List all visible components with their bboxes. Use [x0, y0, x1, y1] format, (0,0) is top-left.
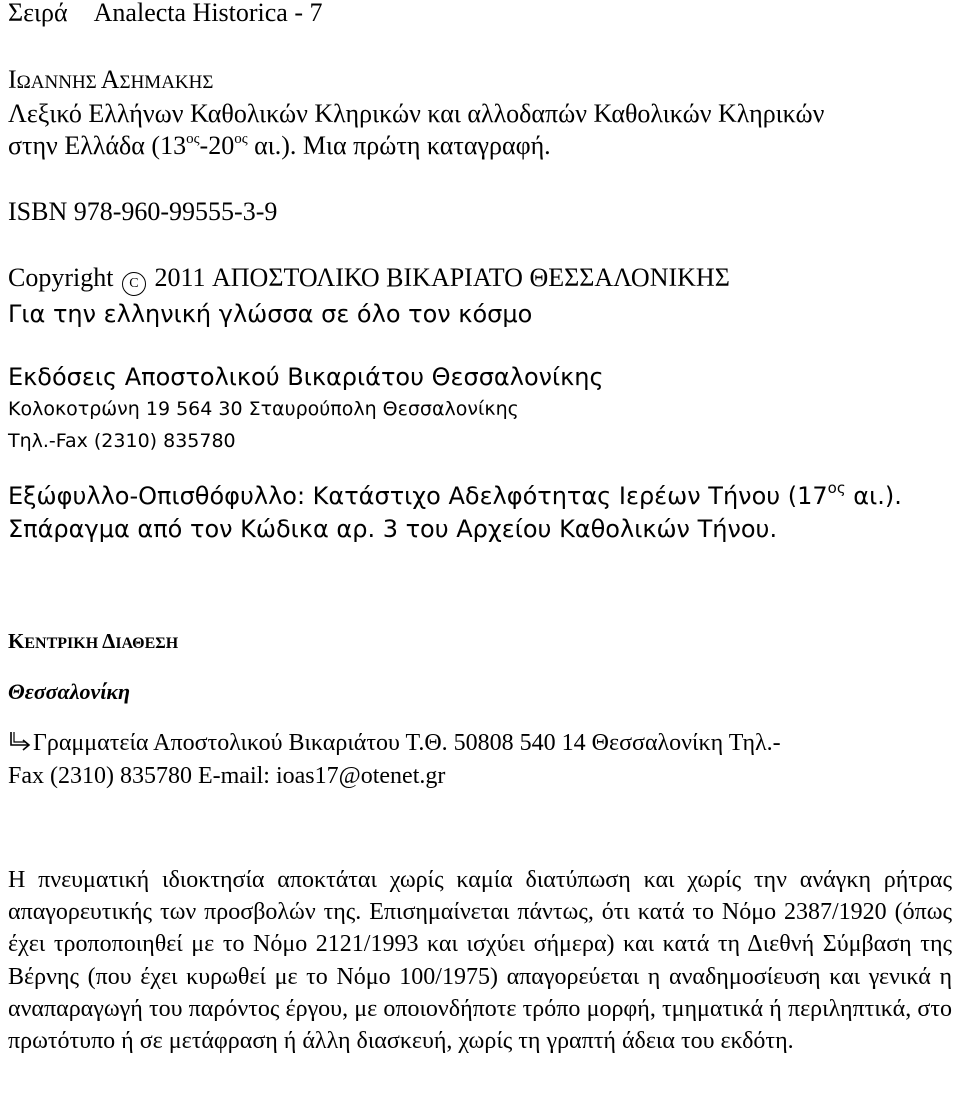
arrow-icon — [8, 731, 32, 753]
author-last-rest: ΣΗΜΑΚΗΣ — [119, 72, 214, 93]
title-part-a: στην Ελλάδα (13 — [8, 131, 187, 160]
distribution-city: Θεσσαλονίκη — [8, 679, 131, 704]
series-name: Analecta Historica - 7 — [93, 0, 323, 27]
series-line — [8, 0, 323, 26]
heading-initial-1: Κ — [8, 629, 25, 653]
copyright-prefix: Copyright — [8, 263, 114, 292]
title-part-b: -20 — [199, 131, 235, 160]
publisher-phone: Τηλ.-Fax (2310) 835780 — [8, 430, 236, 452]
book-title-line-2 — [8, 133, 551, 159]
copyright-icon: C — [122, 272, 146, 296]
heading-rest-1: ΕΝΤΡΙΚΗ — [24, 635, 99, 652]
contact-line-2: Fax (2310) 835780 E-mail: ioas17@otenet.gr — [8, 763, 446, 789]
publisher-name: Εκδόσεις Αποστολικού Βικαριάτου Θεσσαλονίκης — [8, 363, 604, 391]
title-part-c: αι.). Μια πρώτη καταγραφή. — [247, 131, 551, 160]
cover-part-a: Εξώφυλλο-Οπισθόφυλλο: Κατάστιχο Αδελφότητας Ιερέων Τήνου (17 — [8, 482, 828, 510]
copyright-line — [8, 265, 730, 295]
legal-notice: Η πνευματική ιδιοκτησία αποκτάται χωρίς καμία διατύπωση και χωρίς την ανάγκη ρήτρας απαγορευτικής των προσβολών της. Επισημαίνεται πάντως, ότι κατά το Νόμο 2387/1920 (όπως έχει τροποποιηθεί με το Νόμο 2121/1993 και ισχύει σήμερα) και κατά τη Διεθνή Σύμβαση της Βέρνης (που έχει κυρωθεί με το Νόμο 100/1975) απαγορεύεται η αναδημοσίευση και γενικά η αναπαραγωγή του παρόντος έργου, με οποιονδήποτε τρόπο μορφή, τμηματικά ή περιληπτικά, στο πρωτότυπο ή σε μετάφραση ή άλλη διασκευή, χωρίς τη γραπτή άδεια του εκδότη. — [8, 867, 952, 1055]
contact-text-1: Γραμματεία Αποστολικού Βικαριάτου Τ.Θ. 50808 540 14 Θεσσαλονίκη Τηλ.- — [33, 730, 781, 756]
copyright-suffix: 2011 ΑΠΟΣΤΟΛΙΚΟ ΒΙΚΑΡΙΑΤΟ ΘΕΣΣΑΛΟΝΙΚΗΣ — [154, 263, 730, 292]
author-last-initial: Α — [100, 65, 120, 94]
series-label: Σειρά — [8, 0, 68, 27]
author-name — [8, 67, 213, 93]
distribution-heading — [8, 631, 178, 652]
cover-line-1 — [8, 479, 902, 510]
title-sup-1: ος — [186, 131, 200, 147]
contact-line-1 — [8, 731, 781, 755]
heading-rest-2: ΙΑΘΕΣΗ — [115, 635, 179, 652]
cover-sup: ος — [827, 479, 846, 497]
author-first-rest: ΩΑΝΝΗΣ — [16, 72, 97, 93]
publisher-address: Κολοκοτρώνη 19 564 30 Σταυρούπολη Θεσσαλονίκης — [8, 398, 519, 420]
cover-line-2: Σπάραγμα από τον Κώδικα αρ. 3 του Αρχείου Καθολικών Τήνου. — [8, 515, 778, 543]
title-sup-2: ος — [234, 131, 248, 147]
cover-part-b: αι.). — [845, 482, 902, 510]
copyright-language-note: Για την ελληνική γλώσσα σε όλο τον κόσμο — [8, 300, 533, 328]
heading-initial-2: Δ — [102, 629, 116, 653]
book-title-line-1: Λεξικό Ελλήνων Καθολικών Κληρικών και αλλοδαπών Καθολικών Κληρικών — [8, 99, 825, 128]
author-first-initial: Ι — [8, 65, 17, 94]
isbn: ISBN 978-960-99555-3-9 — [8, 197, 278, 226]
